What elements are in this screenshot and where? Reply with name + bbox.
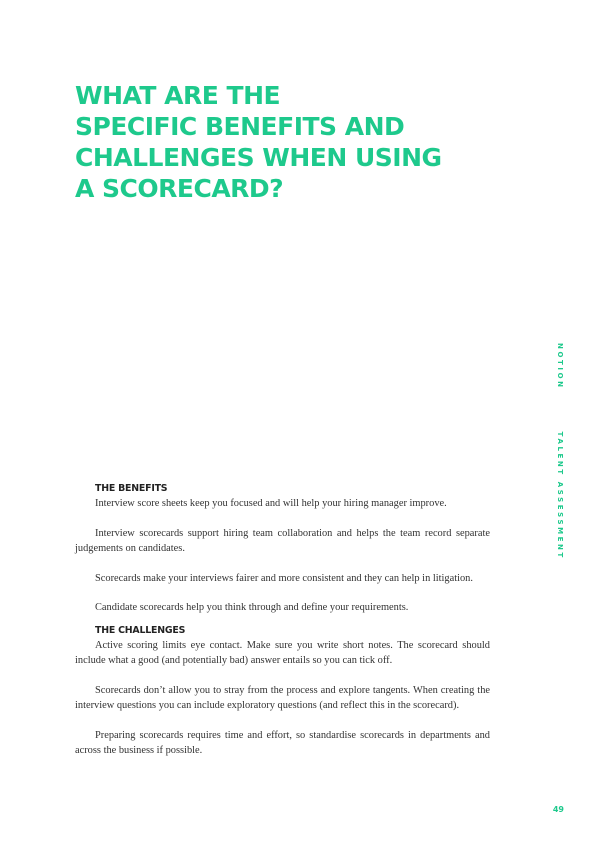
benefits-heading: THE BENEFITS	[95, 483, 168, 494]
challenge-paragraph: Active scoring limits eye contact. Make sure you write short notes. The scorecard should include what a good (and potentially bad) answer entails so you can tick off.	[75, 639, 490, 666]
section-label: TALENT ASSESSMENT	[556, 431, 564, 560]
page-title	[75, 80, 505, 204]
benefit-paragraph: Candidate scorecards help you think through and define your requirements.	[95, 602, 409, 613]
challenge-paragraph: Scorecards don’t allow you to stray from the process and explore tangents. When creating the interview questions you can include exploratory questions (and reflect this in the scorecard).	[75, 684, 490, 711]
title-line: A SCORECARD?	[75, 174, 284, 203]
challenges-heading: THE CHALLENGES	[95, 624, 186, 636]
benefit-paragraph: Interview scorecards support hiring team collaboration and helps the team record separate judgements on candidates.	[75, 527, 490, 554]
brand-label: NOTION	[556, 343, 564, 390]
title-line: SPECIFIC BENEFITS AND	[75, 112, 405, 141]
benefit-paragraph: Interview score sheets keep you focused and will help your hiring manager improve.	[95, 498, 447, 509]
body-text	[75, 482, 490, 759]
benefit-paragraph: Scorecards make your interviews fairer and more consistent and they can help in litigation.	[95, 572, 473, 584]
page-number: 49	[552, 805, 564, 814]
side-running-head	[556, 343, 564, 560]
challenge-paragraph: Preparing scorecards requires time and effort, so standardise scorecards in departments and across the business if possible.	[75, 729, 490, 756]
title-line: WHAT ARE THE	[75, 81, 281, 110]
title-line: CHALLENGES WHEN USING	[75, 143, 442, 172]
